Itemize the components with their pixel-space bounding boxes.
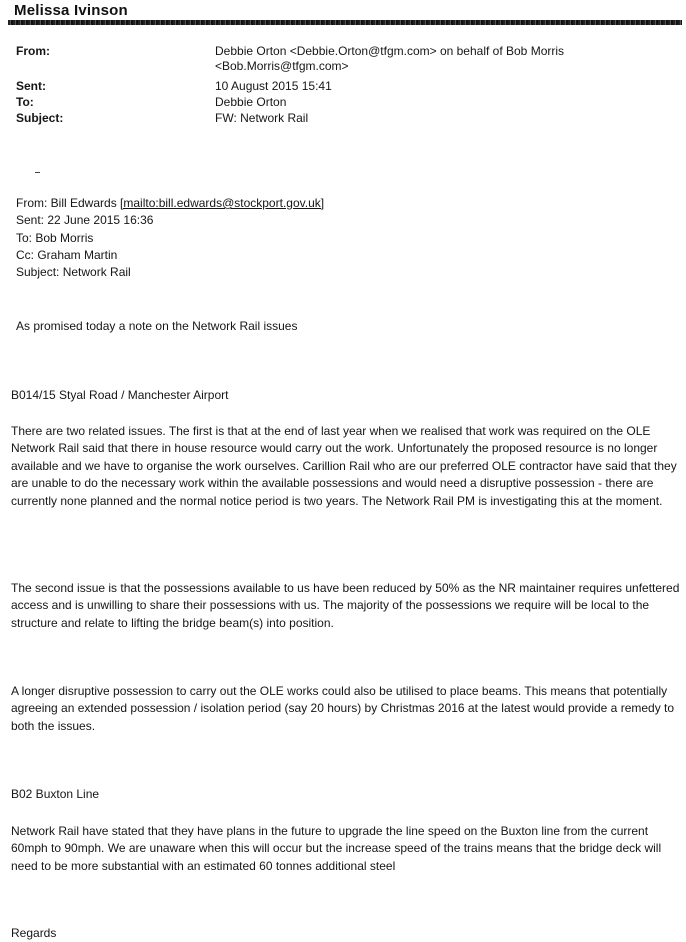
paragraph-line-speed-upgrade: Network Rail have stated that they have plans in the future to upgrade the line speed on the Buxton line from the current 60mph to 90mph. We are unaware when this will occur but the increase speed of the trains means that the bridge deck will need to be more substantial with an estimated 60 tonnes additional steel [11,824,662,873]
intro-line: As promised today a note on the Network Rail issues [16,319,298,333]
forwarded-cc: Cc: Graham Martin [16,248,118,262]
sent-label: Sent: [16,79,46,93]
paragraph-disruptive-possession: A longer disruptive possession to carry out the OLE works could also be utilised to place beams. This means that potentially agreeing an extended possession / isolation period (say 20 hours) by Christmas 2016 at the latest would provide a remedy to both the issues. [11,684,675,733]
from-value-line2: <Bob.Morris@tfgm.com> [215,59,349,73]
subject-value: FW: Network Rail [215,111,309,125]
section-heading-buxton-line: B02 Buxton Line [11,787,100,801]
header-from-row [16,44,565,59]
paragraph-possessions-reduced: The second issue is that the possessions available to us have been reduced by 50% as the NR maintainer requires unfettered access and is unwilling to share their possessions with us. The majority of the possessions we require will be local to the structure and relate to lifting the bridge beam(s) into position. [11,581,680,630]
header-sent-row [16,79,332,94]
sent-value: 10 August 2015 15:41 [215,79,332,93]
closing-regards: Regards [11,926,57,940]
forwarded-sent: Sent: 22 June 2015 16:36 [16,213,154,227]
to-value: Debbie Orton [215,95,287,109]
mailbox-owner-name: Melissa Ivinson [14,2,128,19]
to-label: To: [16,95,34,109]
forwarded-from-prefix: From: Bill Edwards [16,196,121,210]
from-value-line1: Debbie Orton <Debbie.Orton@tfgm.com> on behalf of Bob Morris [215,44,565,58]
sender-mailto-link[interactable]: [mailto:bill.edwards@stockport.gov.uk] [120,196,325,210]
forwarded-from [16,195,324,212]
header-subject-row [16,111,309,126]
section-heading-styal-road: B014/15 Styal Road / Manchester Airport [11,388,229,402]
forwarded-subject: Subject: Network Rail [16,265,131,279]
from-label: From: [16,44,50,58]
paragraph-related-issues: There are two related issues. The first is that at the end of last year when we realised that work was required on the OLE Network Rail said that there in house resource would carry out the work. Unfortunately the proposed resource is no longer available and we have to organise the work ourselves. Carillion Rail who are our preferred OLE contractor have said that they are unable to do the necessary work within the available possessions and would need a disruptive possession - there are currently none planned and the normal notice period is two years. The Network Rail PM is investigating this at the moment. [11,424,677,508]
scan-mark [35,172,40,173]
title-divider [8,20,682,25]
header-to-row [16,95,287,110]
forwarded-to: To: Bob Morris [16,231,94,245]
subject-label: Subject: [16,111,64,125]
